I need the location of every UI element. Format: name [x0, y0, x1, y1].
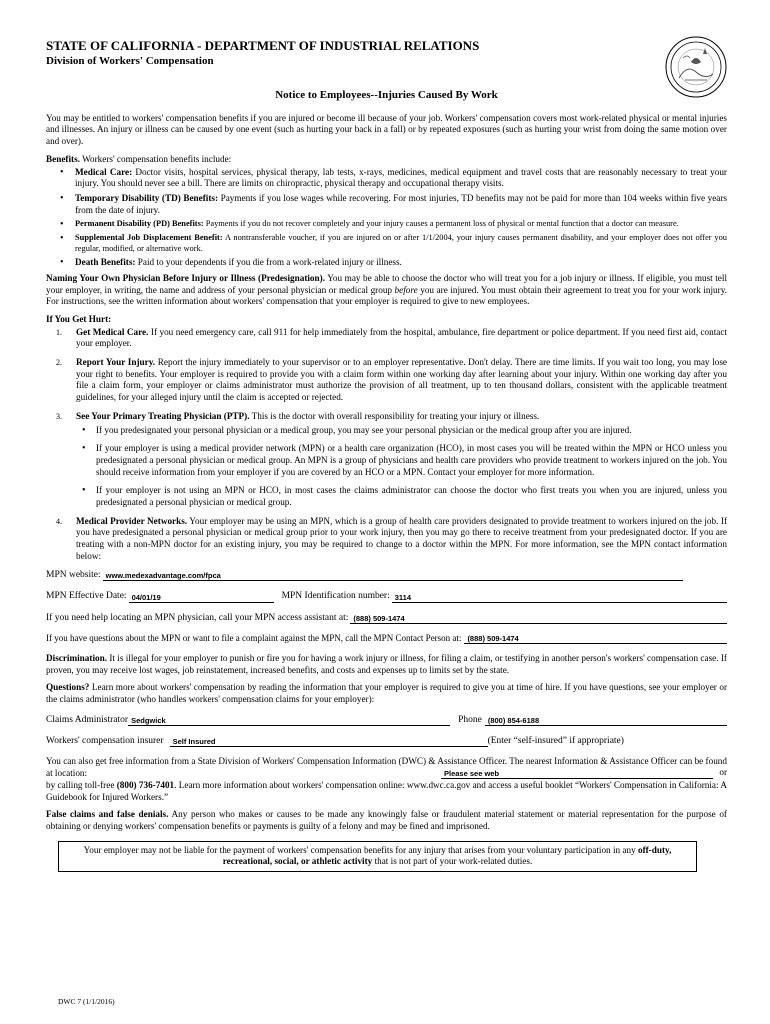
hurt-step	[46, 411, 727, 509]
ptp-sub-item: • If your employer is not using an MPN or HCO, in most cases the claims administrator can choose the doctor who first treats you when you are injured, unless you predesignated a personal physician or medical group.	[76, 485, 727, 508]
step-number: 1.	[56, 327, 62, 337]
dwc-phone: (800) 736-7401	[116, 779, 175, 790]
benefit-item	[46, 167, 727, 190]
liability-text-end: that is not part of your work-related duties.	[372, 856, 533, 867]
mpn-assistant-phone-field[interactable]: (888) 509-1474	[350, 613, 727, 624]
mpn-effective-date-field[interactable]: 04/01/19	[129, 592, 274, 603]
dwc-online-text: . Learn more information about workers' compensation online: www.dwc.ca.gov and access a useful booklet “Workers' Compensation in California: A Guidebook for Injured Workers.”	[46, 779, 727, 802]
mpn-effective-label: MPN Effective Date:	[46, 591, 127, 602]
step-text: If you need emergency care, call 911 for help immediately from the hospital, ambulance, fire department or police department. If you need first aid, contact your employer.	[76, 326, 728, 349]
benefits-lead: Workers' compensation benefits include:	[79, 153, 232, 164]
mpn-effective-row	[46, 590, 727, 602]
benefits-section	[46, 154, 727, 269]
mpn-fields	[46, 569, 727, 644]
dwc-phone-text	[46, 780, 727, 803]
questions-paragraph	[46, 682, 727, 705]
questions-text: Learn more about workers' compensation by reading the information that your employer is required to give you at time of hire. If you have questions, see your employer or the claims administrator (who handles workers' compensation claims for your employer):	[46, 682, 727, 705]
benefit-title: Temporary Disability (TD) Benefits:	[75, 192, 219, 203]
liability-box	[58, 841, 697, 872]
hurt-step	[46, 327, 727, 350]
benefit-text: Payments if you lose wages while recovering. For most injuries, TD benefits may not be paid for more than 104 weeks within five years from the date of injury.	[75, 192, 727, 215]
step-text: Your employer may be using an MPN, which is a group of health care providers designated to provide treatment to workers injured on the job. If you have predesignated a personal physician or medical group prior to your work injury, then you may go there to receive treatment from your predesignated doctor. If you are treating with a non-MPN doctor for an existing injury, you may be required to change to a doctor within the MPN. For more information, see the MPN contact information below:	[76, 515, 727, 561]
mpn-id-field[interactable]: 3114	[392, 592, 727, 603]
predesignation-text-cont: you are injured. You must obtain their agreement to treat you for your work injury. For instructions, see the written information about workers' compensation that your employer is required to give to new employees.	[46, 284, 727, 307]
step-title: Get Medical Care.	[76, 326, 149, 337]
benefit-item	[46, 193, 727, 216]
benefit-title: Medical Care:	[75, 166, 133, 177]
step-text: Report the injury immediately to your supervisor or to an employer representative. Don't delay. There are time limits. If you wait too long, you may lose your right to benefits. Your employer is required to provide you with a claim form within one working day after learning about your injury. Within one working day after you file a claim form, your employer or claims administrator must authorize the provision of all treatment, up to ten thousand dollars, consistent with the applicable treatment guidelines, for your alleged injury until the claim is accepted or rejected.	[76, 357, 727, 403]
claims-admin-row	[46, 714, 727, 726]
benefit-text: A nontransferable voucher, if you are injured on or after 1/1/2004, your injury causes permanent disability, and your employer does not offer you regular, modified, or alternative work.	[75, 232, 727, 253]
intro-paragraph: You may be entitled to workers' compensation benefits if you are injured or become ill because of your job. Workers' compensation covers most work-related physical or mental injuries and illnesses. An injury or illness can be caused by one event (such as hurting your back in a fall) or by repeated exposures (such as hurting your wrist from doing the same motion over and over).	[46, 112, 727, 147]
step-title: Report Your Injury.	[76, 357, 156, 368]
insurer-row	[46, 735, 727, 747]
dwc-location-field[interactable]: Please see web	[441, 768, 713, 779]
benefit-item	[46, 233, 727, 254]
benefit-title: Supplemental Job Displacement Benefit:	[75, 232, 223, 242]
benefit-title: Permanent Disability (PD) Benefits:	[75, 219, 204, 229]
step-number: 3.	[56, 411, 62, 421]
if-hurt-heading: If You Get Hurt:	[46, 314, 112, 325]
claims-admin-field[interactable]: Sedgwick	[128, 715, 450, 726]
step-title: See Your Primary Treating Physician (PTP).	[76, 410, 250, 421]
step-number: 2.	[56, 358, 62, 368]
mpn-website-label: MPN website:	[46, 570, 101, 581]
state-title: STATE OF CALIFORNIA - DEPARTMENT OF INDUSTRIAL RELATIONS	[46, 38, 480, 53]
mpn-contact-row	[46, 633, 727, 644]
notice-title: Notice to Employees--Injuries Caused By Work	[275, 88, 498, 101]
claims-fields	[46, 714, 727, 747]
discrimination-paragraph	[46, 653, 727, 676]
ptp-sub-item: • If your employer is using a medical provider network (MPN) or a health care organization (HCO), in most cases you will be treated within the MPN or HCO unless you predesignated a personal physician or medical group. An MPN is a group of physicians and health care providers who provide treatment to workers injured on the job. You should receive information from your employer if you are covered by an HCO or a MPN. Contact your employer for more information.	[76, 443, 727, 478]
benefit-title: Death Benefits:	[75, 257, 136, 268]
predesignation-text: You may be able to choose the doctor who will treat you for a job injury or illness. If eligible, you must tell your employer, in writing, the name and address of your personal physician or medical group	[46, 272, 727, 295]
form-number-footer: DWC 7 (1/1/2016)	[58, 997, 115, 1006]
hurt-step	[46, 516, 727, 563]
discrimination-text: It is illegal for your employer to punish or fire you for having a work injury or illness, for filing a claim, or testifying in another person's workers' compensation case. If proven, you may receive lost wages, job reinstatement, increased benefits, and costs and expenses up to limits set by the state.	[46, 653, 727, 675]
division-title: Division of Workers' Compensation	[46, 54, 214, 67]
mpn-assistant-label: If you need help locating an MPN physician, call your MPN access assistant at:	[46, 612, 349, 623]
insurer-label: Workers' compensation insurer	[46, 735, 164, 746]
predesignation-paragraph	[46, 273, 727, 308]
state-seal-icon	[665, 36, 727, 98]
step-text: This is the doctor with overall responsibility for treating your injury or illness.	[249, 410, 540, 421]
insurer-note: (Enter “self-insured” if appropriate)	[487, 735, 624, 746]
benefit-item	[46, 219, 727, 230]
benefit-item	[46, 257, 727, 269]
discrimination-heading: Discrimination.	[46, 653, 107, 663]
ptp-sub-item: • If you predesignated your personal physician or a medical group, you may see your personal physician or the medical group after you are injured.	[76, 425, 727, 437]
false-claims-paragraph	[46, 809, 727, 832]
step-number: 4.	[56, 516, 62, 526]
dwc-or: or	[719, 767, 727, 778]
mpn-assistant-row	[46, 612, 727, 624]
mpn-website-field[interactable]: www.medexadvantage.com/fpca	[103, 570, 683, 581]
claims-admin-label: Claims Administrator	[46, 714, 129, 725]
predesignation-heading: Naming Your Own Physician Before Injury or Illness (Predesignation).	[46, 272, 325, 283]
questions-heading: Questions?	[46, 682, 90, 693]
dwc-call-text: by calling toll-free	[46, 779, 117, 790]
benefit-text: Paid to your dependents if you die from a work-related injury or illness.	[135, 257, 402, 268]
step-title: Medical Provider Networks.	[76, 515, 188, 526]
mpn-website-row	[46, 569, 727, 581]
false-claims-text: Any person who makes or causes to be made any knowingly false or fraudulent material statement or material representation for the purpose of obtaining or denying workers' compensation benefits or payments is guilty of a felony and may be fined and imprisoned.	[46, 809, 727, 831]
false-claims-heading: False claims and false denials.	[46, 809, 169, 820]
insurer-field[interactable]: Self Insured	[170, 736, 488, 747]
mpn-contact-label: If you have questions about the MPN or want to file a complaint against the MPN, call the MPN Contact Person at:	[46, 632, 462, 643]
claims-phone-field[interactable]: (800) 854-6188	[485, 715, 727, 726]
liability-bold: off-duty, recreational, social, or athletic activity	[222, 844, 672, 867]
dwc-paragraph	[46, 756, 727, 803]
hurt-step	[46, 357, 727, 404]
predesignation-italic: before	[394, 284, 418, 295]
dwc-text: You can also get free information from a State Division of Workers' Compensation Information (DWC) & Assistance Officer. The nearest Information & Assistance Officer can be found at location:	[46, 755, 727, 778]
benefits-heading: Benefits.	[46, 153, 80, 164]
liability-text: Your employer may not be liable for the payment of workers' compensation benefits for any injury that arises from your voluntary participation in any	[83, 844, 638, 855]
if-hurt-section	[46, 314, 727, 562]
claims-phone-label: Phone	[458, 714, 482, 725]
mpn-id-label: MPN Identification number:	[281, 591, 390, 602]
mpn-contact-phone-field[interactable]: (888) 509-1474	[464, 633, 727, 644]
benefit-text: Payments if you do not recover completely and your injury causes a permanent loss of physical or mental function that a doctor can measure.	[203, 219, 679, 229]
benefit-text: Doctor visits, hospital services, physical therapy, lab tests, x-rays, medicines, medical equipment and travel costs that are reasonably necessary to treat your injury. You should never see a bill. There are limits on chiropractic, physical therapy and occupational therapy visits.	[75, 166, 727, 189]
